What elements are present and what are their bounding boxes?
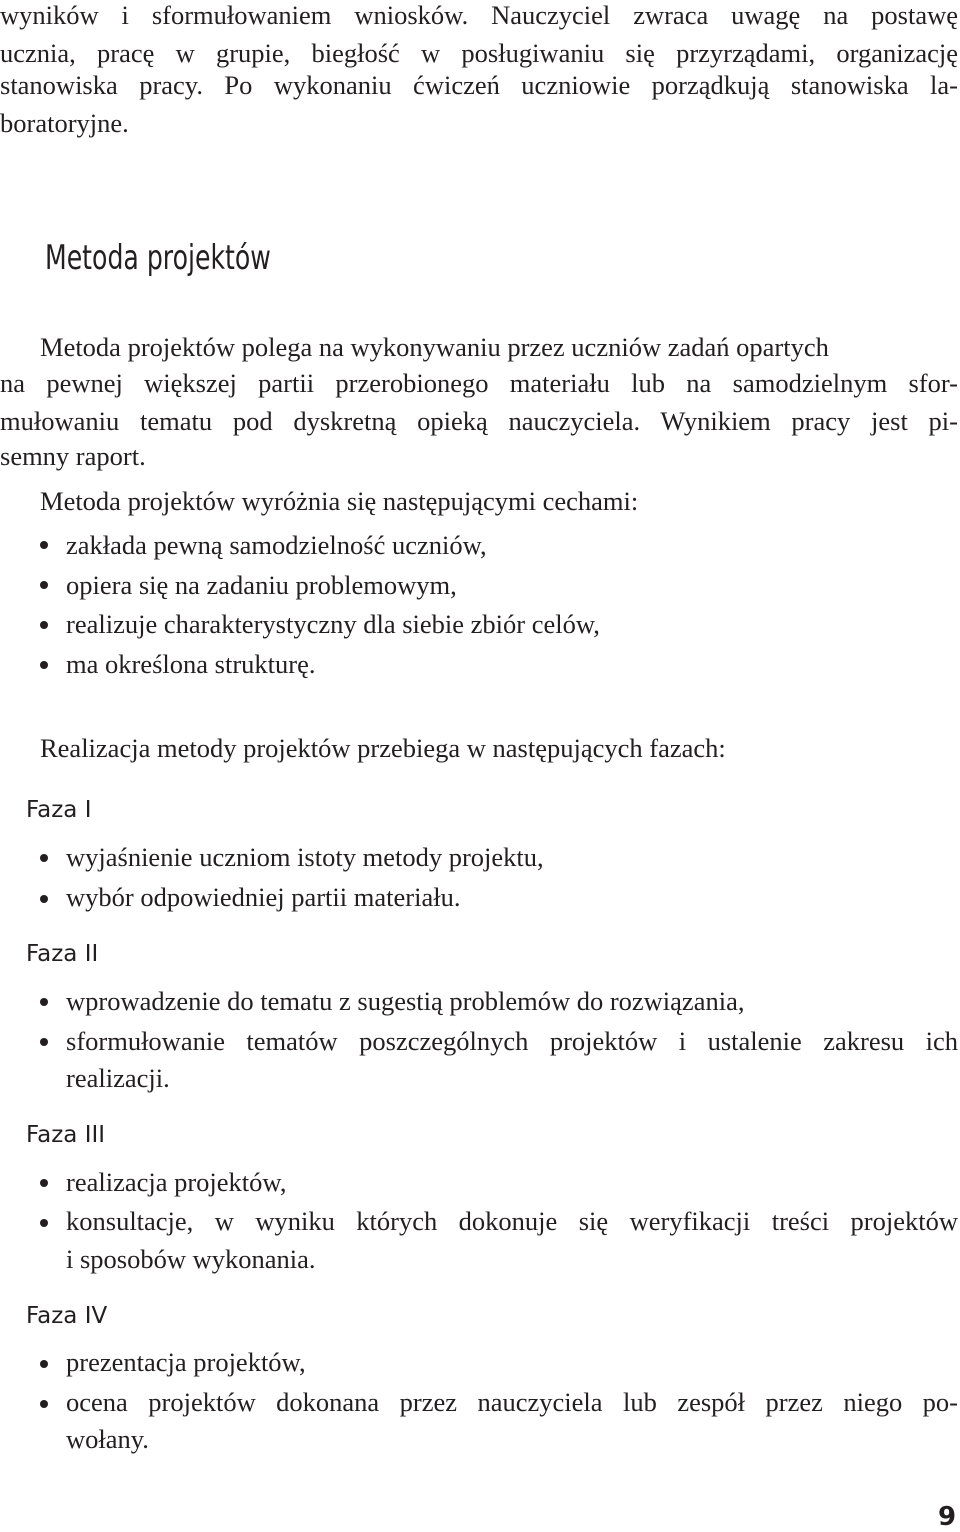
intro-line-2: ucznia, pracę w grupie, biegłość w posługiwaniu się przyrządami, organizację [0,38,958,68]
bullet-icon [40,895,48,903]
intro-line-3: stanowiska pracy. Po wykonaniu ćwiczeń uczniowie porządkują stanowiska la- [0,70,958,100]
bullet-icon [40,1360,48,1368]
bullet-icon [40,1219,48,1227]
bullet-icon [40,998,48,1006]
bullet-icon [40,661,48,669]
phase-label-1: Faza I [26,797,92,823]
bullet-icon [40,581,48,589]
phase-label-3: Faza III [26,1122,106,1148]
phases-intro: Realizacja metody projektów przebiega w następujących fazach: [40,733,726,763]
feature-item-4: ma określona strukturę. [66,649,316,679]
bullet-icon [40,541,48,549]
phase-2-item-2-line-2: realizacji. [66,1063,170,1093]
phase-2-item-2-line-1: sformułowanie tematów poszczególnych projektów i ustalenie zakresu ich [66,1026,958,1056]
bullet-icon [40,621,48,629]
feature-item-3: realizuje charakterystyczny dla siebie zbiór celów, [66,609,600,639]
feature-item-1: zakłada pewną samodzielność uczniów, [66,530,487,560]
phase-3-item-2-line-1: konsultacje, w wyniku których dokonuje się weryfikacji treści projektów [66,1206,958,1236]
phase-label-4: Faza IV [26,1303,108,1329]
phase-4-item-2-line-2: wołany. [66,1424,149,1454]
section-title: Metoda projektów [45,238,271,278]
intro-line-4: boratoryjne. [0,108,129,138]
paragraph-line-1: Metoda projektów polega na wykonywaniu przez uczniów zadań opartych [40,332,829,362]
bullet-icon [40,1038,48,1046]
features-intro: Metoda projektów wyróżnia się następującymi cechami: [40,486,639,516]
page-number: 9 [938,1502,957,1532]
paragraph-line-2: na pewnej większej partii przerobionego materiału lub na samodzielnym sfor- [0,368,958,398]
paragraph-line-4: semny raport. [0,441,146,471]
feature-item-2: opiera się na zadaniu problemowym, [66,570,457,600]
phase-3-item-2-line-2: i sposobów wykonania. [66,1244,316,1274]
phase-1-item-2: wybór odpowiedniej partii materiału. [66,882,461,912]
intro-line-1: wyników i sformułowaniem wniosków. Nauczyciel zwraca uwagę na postawę [0,0,958,30]
phase-4-item-2-line-1: ocena projektów dokonana przez nauczyciela lub zespół przez niego po- [66,1387,958,1417]
bullet-icon [40,1179,48,1187]
paragraph-line-3: mułowaniu tematu pod dyskretną opieką nauczyciela. Wynikiem pracy jest pi- [0,406,958,436]
phase-3-item-1: realizacja projektów, [66,1167,287,1197]
phase-4-item-1: prezentacja projektów, [66,1347,306,1377]
phase-1-item-1: wyjaśnienie uczniom istoty metody projektu, [66,842,544,872]
bullet-icon [40,1400,48,1408]
bullet-icon [40,854,48,862]
phase-label-2: Faza II [26,941,99,967]
phase-2-item-1: wprowadzenie do tematu z sugestią problemów do rozwiązania, [66,986,745,1016]
